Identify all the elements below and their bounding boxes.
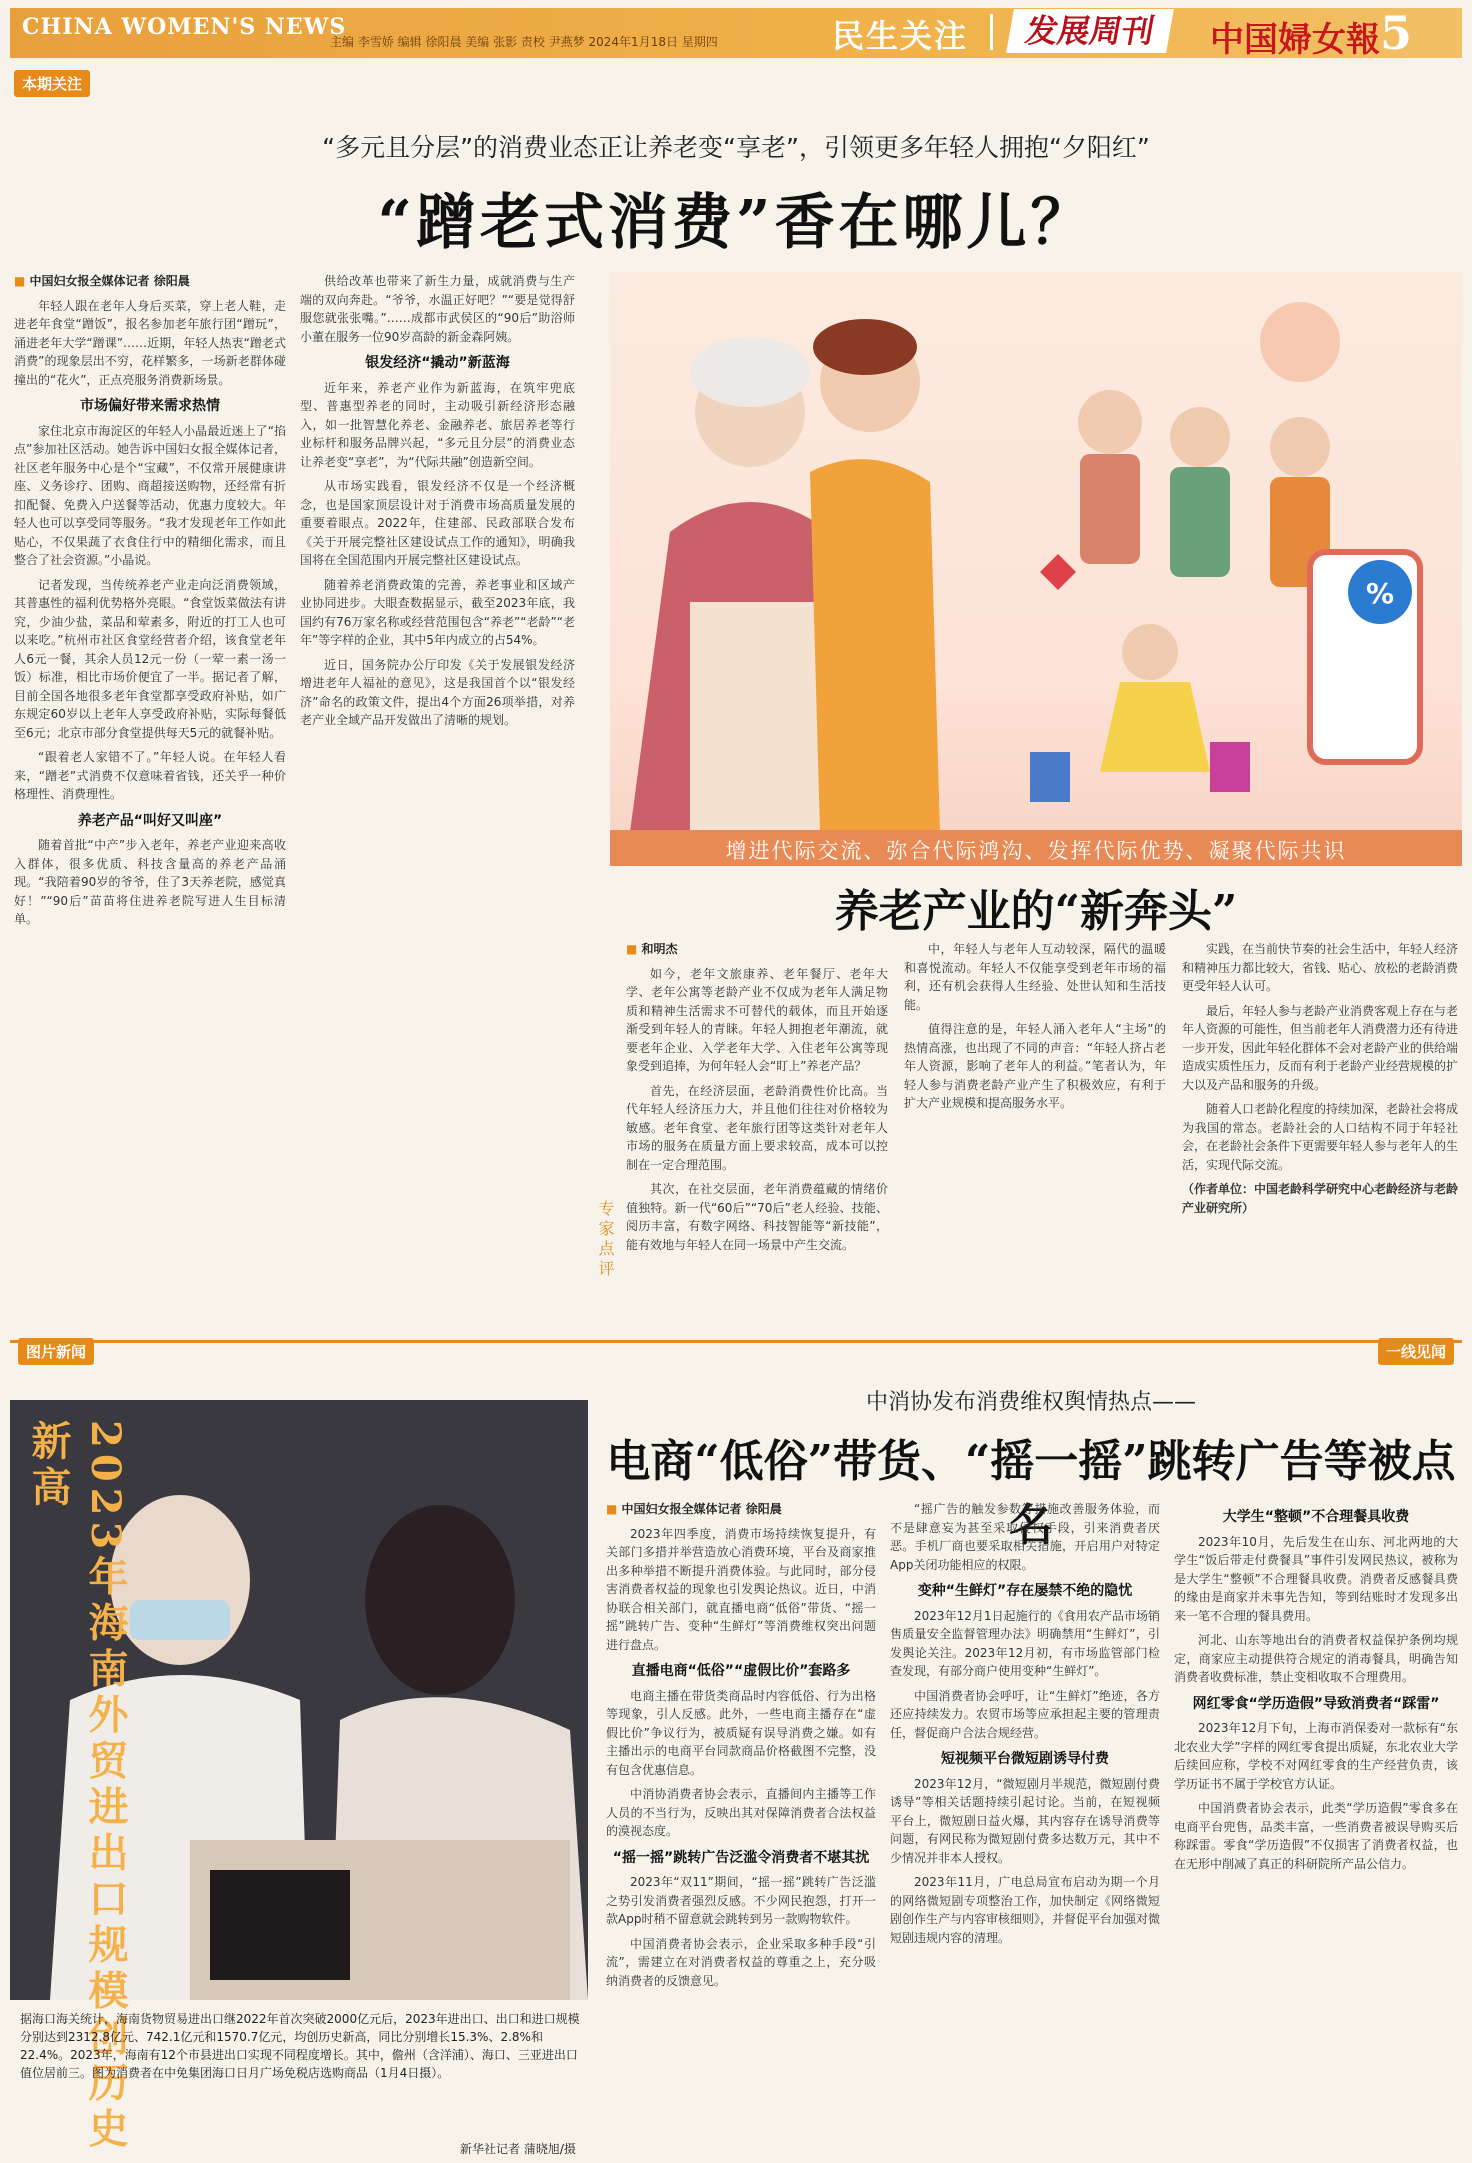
commentary-author-note: （作者单位：中国老龄科学研究中心老龄经济与老龄产业研究所） [1182,1182,1458,1215]
lead-para-7: 从市场实践看，银发经济不仅是一个经济概念，也是国家顶层设计对于消费市场高质量发展的重要着眼点。2022年，住建部、民政部联合发布《关于开展完整社区建设试点工作的通知》，明确我国将在全国范围内开展完整社区建设试点。 [300,479,575,567]
frontline-subhead-1: 直播电商“低俗”“虚假比价”套路多 [631,1663,851,1679]
commentary-para-1: 如今，老年文旅康养、老年餐厅、老年大学、老年公寓等老龄产业不仅成为老年人满足物质和精神生活需求不可替代的载体，而且开始逐渐受到年轻人的青睐。年轻人拥抱老年潮流，就要老年企业、入学老年大学、入住老年公寓等现象受到追捧，为何年轻人会“盯上”养老产品？ [626,966,888,1073]
young-man-hair [813,319,917,375]
lead-subtitle: “多元且分层”的消费业态正让养老变“享老”，引领更多年轻人拥抱“夕阳红” [322,133,1150,162]
section-divider [10,1340,1462,1343]
lead-para-2: 记者发现，当传统养老产业走向泛消费领域，其普惠性的福利优势格外亮眼。“食堂饭菜做法有讲究，少油少盐，菜品和荤素多，附近的打工人也可以来吃。”杭州市社区食堂经营者介绍，该食堂老年人6元一餐，其余人员12元一份（一荤一素一汤一饭）标准，相比市场价便宜了一半。据记者了解，目前全国各地很多老年食堂都享受政府补贴，如广东规定60岁以上老年人享受政府补贴，实际每餐低至6元；北京市部分食堂提供每天5元的就餐补贴。 [14,577,286,740]
frontline-column-1 [606,1500,876,2155]
column-title: 民生关注 [832,17,969,55]
newspaper-english-title: CHINA WOMEN'S NEWS [22,14,347,40]
frontline-para-9: 2023年12月，“微短剧月半规范，微短剧付费诱导”等相关话题持续引起讨论。当前，在短视频平台上，微短剧日益火爆，其内容存在诱导消费等问题，有网民称为微短剧付费多达数万元，其中不少情况并非本人授权。 [890,1776,1160,1865]
photo-caption: 据海口海关统计，海南货物贸易进出口继2022年首次突破2000亿元后，2023年进出口、出口和进口规模分别达到2312.8亿元、742.1亿元和1570.7亿元，均创历史新高，同比分别增长15.3%、2.8%和22.4%。2023年，海南有12个市县进出口实现不同程度增长。其中，儋州（含洋浦）、海口、三亚进出口值位居前三。图为消费者在中免集团海口日月广场免税店选购商品（1月4日摄）。 [20,2012,580,2080]
frontline-para-10: 2023年11月，广电总局宣布启动为期一个月的网络微短剧专项整治工作，加快制定《网络微短剧创作生产与内容审核细则》，并督促平台加强对微短剧违规内容的清理。 [890,1875,1160,1945]
frontline-para-11: 2023年10月，先后发生在山东、河北两地的大学生“饭后带走付费餐具”事件引发网民热议，被称为是大学生“整顿”不合理餐具收费。消费者反感餐具费的缘由是商家并未事先告知，等到结账时才发现多出来一笔不合理的餐具费用。 [1174,1534,1458,1623]
commentary-para-6: 实践，在当前快节奏的社会生活中，年轻人经济和精神压力都比较大，省钱、贴心、放松的老龄消费更受年轻人认可。 [1182,942,1458,993]
lead-column-2 [300,272,575,1324]
frontline-para-13: 2023年12月下旬，上海市消保委对一款标有“东北农业大学”字样的网红零食提出质疑，东北农业大学后续回应称，学校不对网红零食的生产经营负责，该学历证书不属于学校官方认证。 [1174,1721,1458,1791]
commentary-label: 专家点评 [596,1200,615,1280]
frontline-subhead-4: 短视频平台微短剧诱导付费 [941,1751,1109,1767]
group-person-1 [1078,390,1142,454]
frontline-para-6: “摇广告的触发参数等措施改善服务体验，而不是肆意妄为甚至采取侵权手段，引来消费者厌恶。手机厂商也要采取相关措施，开启用户对特定App关闭功能相应的权限。 [890,1502,1160,1572]
section-tag-focus: 本期关注 [14,70,90,97]
commentary-para-8: 随着人口老龄化程度的持续加深，老龄社会将成为我国的常态。老龄社会的人口结构不同于年轻社会，在老龄社会条件下更需要年轻人参与老年人的生活，实现代际交流。 [1182,1102,1458,1172]
shopping-bag-icon-2 [1210,742,1250,792]
header-divider [990,14,993,50]
commentary-column-1 [626,940,888,1325]
shopper-head [1122,624,1178,680]
lead-para-8: 随着养老消费政策的完善，养老事业和区域产业协同进步。大眼查数据显示，截至2023年底，我国约有76万家名称或经营范围包含“养老”“老龄”“老年”等字样的企业，其中5年内成立的占54%。 [300,577,575,647]
illustration-caption: 增进代际交流、弥合代际鸿沟、发挥代际优势、凝聚代际共识 [725,839,1347,863]
section-tag-photo-news: 图片新闻 [18,1338,94,1365]
percent-icon: % [1365,577,1395,610]
lead-subhead-2: 养老产品“叫好又叫座” [77,812,223,829]
frontline-kicker: 中消协发布消费维权舆情热点—— [865,1390,1196,1415]
commentary-author: ■ 和明杰 [626,940,888,959]
illustration-art [610,272,1462,862]
lead-para-5: 供给改革也带来了新生力量，成就消费与生产端的双向奔赴。“爷爷，水温正好吧？”“要是觉得舒服您就张张嘴。”……成都市武侯区的“90后”助浴师小董在服务一位90岁高龄的新金森阿姨。 [300,274,575,344]
frontline-para-5: 中国消费者协会表示，企业采取多种手段“引流”，需建立在对消费者权益的尊重之上，充分吸纳消费者的反馈意见。 [606,1936,876,1988]
commentary-para-4: 中，年轻人与老年人互动较深，隔代的温暖和喜悦流动。年轻人不仅能享受到老年市场的福利，还有机会获得人生经验、处世认知和生活技能。 [904,942,1166,1012]
commentary-column-2 [904,940,1166,1325]
elderly-woman-skirt [690,602,830,832]
lead-column-1 [14,272,286,1324]
lead-para-9: 近日，国务院办公厅印发《关于发展银发经济增进老年人福祉的意见》，这是我国首个以“银发经济”命名的政策文件，提出4个方面26项举措，对养老产业全域产品开发做出了清晰的规划。 [300,657,575,727]
group-person-1-body [1080,454,1140,564]
illustration-intergenerational [610,272,1462,862]
elderly-woman-hair [690,337,810,407]
second-shopper-hair [365,1505,515,1695]
group-person-2 [1170,407,1230,467]
lead-para-6: 近年来，养老产业作为新蓝海，在筑牢兜底型、普惠型养老的同时，主动吸引新经济形态融入，如一批智慧化养老、金融养老、旅居养老等行业标杆和服务品牌兴起，“多元且分层”的消费业态让养老变“享老”，为“代际共融”创造新空间。 [300,380,575,469]
frontline-para-8: 中国消费者协会呼吁，让“生鲜灯”绝迹，各方还应持续发力。农贸市场等应承担起主要的管理责任，督促商户合法合规经营。 [890,1688,1160,1740]
heart-icon [1040,554,1076,590]
commentary-para-2: 首先，在经济层面，老龄消费性价比高。当代年轻人经济压力大，并且他们往往对价格较为敏感。老年食堂、老年旅行团等这类针对老年人市场的服务在质量方面上要求较高，成本可以控制在一定合理范围。 [626,1083,888,1172]
lead-para-3: “跟着老人家错不了。”年轻人说。在年轻人看来，“蹭老”式消费不仅意味着省钱，还关乎一种价格理性、消费理性。 [14,750,286,801]
photo-news-vertical-title: 2023年海南外贸进出口规模创历史新高 [25,1420,129,2154]
frontline-subhead-5: 大学生“整顿”不合理餐具收费 [1222,1509,1410,1525]
frontline-column-3 [1174,1500,1458,2155]
frontline-para-1: 2023年四季度，消费市场持续恢复提升，有关部门多措并举营造放心消费环境，平台及商家推出多种举措不断提升消费体验。与此同时，部分侵害消费者权益的现象也引发舆论热议。近日，中消协联合相关部门，就直播电商“低俗”带货、“摇一摇”跳转广告、变种“生鲜灯”等消费维权突出问题进行盘点。 [606,1526,876,1652]
lead-title: “蹭老式消费”香在哪儿？ [377,188,1095,258]
page-meta: 主编 李雪娇 编辑 徐阳晨 美编 张影 责校 尹燕梦 2024年1月18日 星期四 [330,35,718,49]
photo-credit: 新华社记者 蒲晓旭/摄 [460,2142,576,2156]
section-tag-frontline: 一线见闻 [1378,1338,1454,1365]
face-mask [130,1600,230,1640]
frontline-para-3: 中消协消费者协会表示，直播间内主播等工作人员的不当行为，反映出其对保障消费者合法权益的漠视态度。 [606,1787,876,1838]
shopping-bag-icon [1030,752,1070,802]
group-person-2-body [1170,467,1230,577]
lead-intro: 年轻人跟在老年人身后买菜，穿上老人鞋，走进老年食堂“蹭饭”，报名参加老年旅行团“蹭玩”，涌进老年大学“蹭课”……近期，年轻人热衷“蹭老式消费”的现象层出不穷，花样繁多，一场新老群体碰撞出的“花火”，正点亮服务消费新场景。 [14,298,286,387]
group-person-3 [1270,417,1330,477]
frontline-para-7: 2023年12月1日起施行的《食用农产品市场销售质量安全监督管理办法》明确禁用“生鲜灯”，引发舆论关注。2023年12月初，有市场监管部门检查发现，有部分商户使用变种“生鲜灯”。 [890,1608,1160,1678]
lead-subhead-1: 市场偏好带来需求热情 [80,398,220,414]
decor-circle [1260,302,1340,382]
page-number: 5 [1380,6,1413,60]
frontline-byline: ■ 中国妇女报全媒体记者 徐阳晨 [606,1500,876,1519]
frontline-subhead-6: 网红零食“学历造假”导致消费者“踩雷” [1192,1695,1440,1712]
cosmetics-ad-poster [210,1870,350,1980]
frontline-column-2 [890,1500,1160,2155]
lead-byline: ■ 中国妇女报全媒体记者 徐阳晨 [14,272,286,291]
frontline-para-12: 河北、山东等地出台的消费者权益保护条例均规定，商家应主动提供符合规定的消毒餐具，明确告知消费者收费标准，禁止变相收取不合理费用。 [1174,1633,1458,1684]
commentary-para-5: 值得注意的是，年轻人涌入老年人“主场”的热情高涨，也出现了不同的声音：“年轻人挤占老年人资源，影响了老年人的利益。”笔者认为，年轻人参与消费老龄产业产生了积极效应，有利于扩大产业规模和提高服务水平。 [904,1022,1166,1110]
frontline-para-14: 中国消费者协会表示，此类“学历造假”零食多在电商平台兜售，品类丰富，一些消费者被误导购买后称踩雷。零食“学历造假”不仅损害了消费者权益，也在无形中削减了真正的科研院所产品公信力。 [1174,1801,1458,1871]
commentary-column-3 [1182,940,1458,1325]
young-man-sweater [810,459,940,832]
lead-para-4: 随着首批“中产”步入老年，养老产业迎来高收入群体，很多优质、科技含量高的养老产品涌现。“我陪着90岁的爷爷，住了3天养老院，感觉真好！”“90后”苗苗将住进养老院写进人生目标清单。 [14,838,286,926]
shopper-body [1100,682,1210,772]
frontline-subhead-3: 变种“生鲜灯”存在屡禁不绝的隐忧 [917,1583,1133,1599]
lead-subhead-3: 银发经济“撬动”新蓝海 [365,355,510,371]
frontline-headline: 电商“低俗”带货、“摇一摇”跳转广告等被点名 [606,1436,1456,1551]
newspaper-logo: 中国婦女報 [1210,20,1380,60]
commentary-title: 养老产业的“新奔头” [834,886,1238,937]
frontline-para-4: 2023年“双11”期间，“摇一摇”跳转广告泛滥之势引发消费者强烈反感。不少网民抱怨，打开一款App时稍不留意就会跳转到另一款购物软件。 [606,1875,876,1926]
weekly-title: 发展周刊 [1006,9,1174,53]
frontline-para-2: 电商主播在带货类商品时内容低俗、行为出格等现象，引人反感。此外，一些电商主播存在“虚假比价”争议行为，被质疑有误导消费之嫌。如有主播出示的电商平台同款商品价格截图不完整，没有包含优惠信息。 [606,1688,876,1777]
frontline-subhead-2: “摇一摇”跳转广告泛滥令消费者不堪其扰 [612,1849,870,1866]
commentary-para-3: 其次，在社交层面，老年消费蕴藏的情绪价值独特。新一代“60后”“70后”老人经验、技能、阅历丰富，有数字网络、科技智能等“新技能”，能有效地与年轻人在同一场景中产生交流。 [626,1182,888,1252]
commentary-para-7: 最后，年轻人参与老龄产业消费客观上存在与老年人资源的可能性，但当前老年人消费潜力还有待进一步开发，因此年轻化群体不会对老龄产业的供给端造成实质性压力，反而有利于老龄产业经营规模的扩大以及产品和服务的升级。 [1182,1003,1458,1092]
lead-para-1: 家住北京市海淀区的年轻人小晶最近迷上了“掐点”参加社区活动。她告诉中国妇女报全媒体记者，社区老年服务中心是个“宝藏”，不仅常开展健康讲座、义务诊疗、团购、商超接送购物，还经常有折扣配餐、免费入户送餐等活动，优惠力度较大。年轻人也可以享受同等服务。“我才发现老年工作如此贴心，不仅果蔬了衣食住行中的精细化需求，而且整合了社会资源。”小晶说。 [14,423,286,567]
